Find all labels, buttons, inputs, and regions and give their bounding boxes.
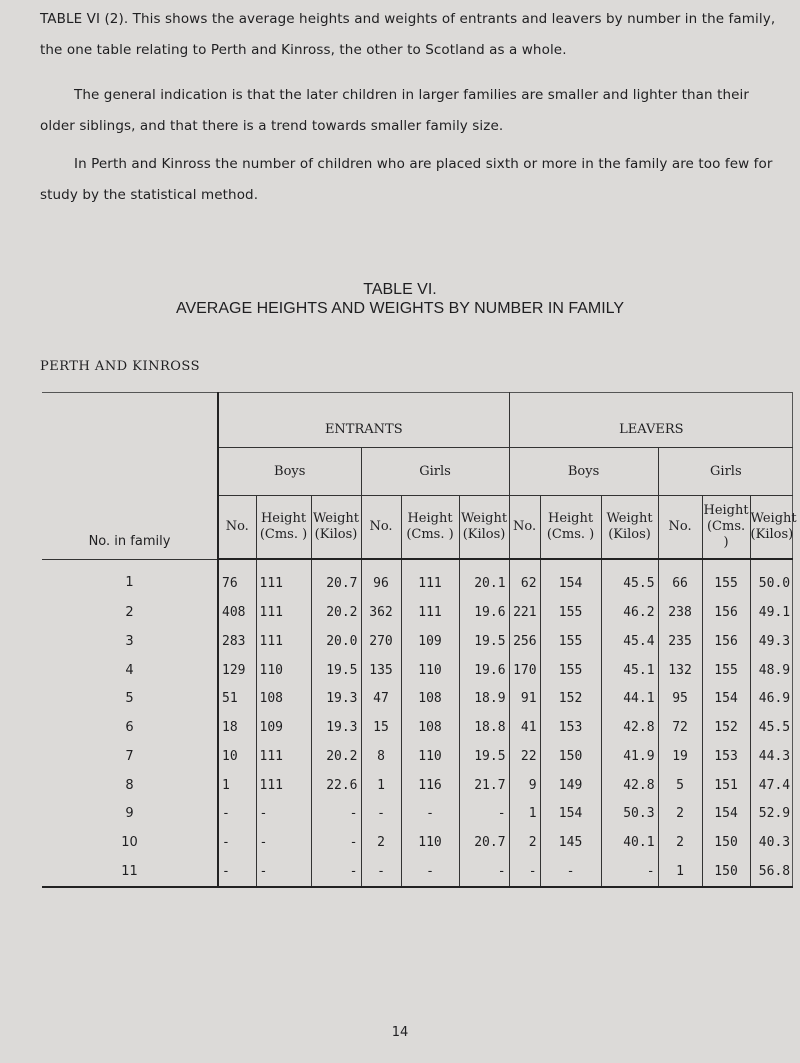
- leavers-boys-no-cell: 2: [509, 828, 540, 857]
- entrants-boys-height-cell: 110: [256, 656, 311, 685]
- leavers-girls-weight-cell: 40.3: [750, 828, 793, 857]
- entrants-girls-height-cell: 111: [401, 559, 459, 598]
- leavers-girls-no-cell: 72: [658, 713, 702, 742]
- entrants-girls-no-cell: 47: [361, 684, 401, 713]
- leavers-boys-height-cell: 153: [540, 713, 601, 742]
- entrants-girls-weight-cell: 18.9: [459, 684, 509, 713]
- entrants-boys-height-cell: 108: [256, 684, 311, 713]
- entrants-girls-weight-cell: 19.6: [459, 598, 509, 627]
- leavers-boys-height-cell: -: [540, 857, 601, 886]
- entrants-girls-height-cell: 108: [401, 713, 459, 742]
- leavers-boys-weight-cell: 45.1: [601, 656, 658, 685]
- entrants-boys-weight-cell: 19.5: [311, 656, 361, 685]
- leavers-boys-no-cell: 221: [509, 598, 540, 627]
- entrants-boys-height-cell: 111: [256, 559, 311, 598]
- entrants-boys-height-cell: 111: [256, 742, 311, 771]
- entrants-boys-no-cell: 76: [222, 575, 238, 591]
- entrants-girls-height-cell: 116: [401, 771, 459, 800]
- entrants-girls-weight-cell: 19.6: [459, 656, 509, 685]
- entrants-girls-height-cell: 109: [401, 627, 459, 656]
- intro-paragraph-2: The general indication is that the later children in larger families are smaller and lighter than their older siblings, and that there is a trend towards smaller family size.: [40, 87, 750, 134]
- entrants-girls-weight-cell: 20.7: [459, 828, 509, 857]
- leavers-boys-height-cell: 154: [540, 559, 601, 598]
- entrants-boys-weight-cell: -: [311, 857, 361, 886]
- family-number-cell: 7: [42, 742, 218, 771]
- entrants-boys-no-cell: 51: [222, 691, 238, 707]
- entrants-boys-height-cell: 111: [256, 771, 311, 800]
- leavers-boys-weight-cell: 44.1: [601, 684, 658, 713]
- leavers-boys-height-cell: 145: [540, 828, 601, 857]
- leavers-header: LEAVERS: [509, 392, 793, 448]
- entrants-boys-no-cell: 10: [222, 748, 238, 764]
- leavers-girls-height-cell: 155: [702, 656, 750, 685]
- entrants-boys-height-header: Height (Cms. ): [256, 496, 311, 560]
- leavers-girls-weight-header: Weight (Kilos): [750, 496, 793, 560]
- entrants-girls-weight-cell: 18.8: [459, 713, 509, 742]
- entrants-girls-weight-cell: -: [459, 800, 509, 829]
- family-number-cell: 9: [42, 800, 218, 829]
- entrants-boys-no-cell: 1: [222, 777, 230, 793]
- entrants-girls-weight-cell: 19.5: [459, 627, 509, 656]
- leavers-boys-height-cell: 149: [540, 771, 601, 800]
- leavers-boys-height-cell: 150: [540, 742, 601, 771]
- leavers-boys-weight-cell: -: [601, 857, 658, 886]
- leavers-girls-weight-cell: 48.9: [750, 656, 793, 685]
- leavers-girls-weight-cell: 46.9: [750, 684, 793, 713]
- entrants-girls-height-cell: 110: [401, 742, 459, 771]
- leavers-girls-no-cell: 5: [658, 771, 702, 800]
- leavers-girls-no-cell: 95: [658, 684, 702, 713]
- entrants-girls-weight-cell: 20.1: [459, 559, 509, 598]
- leavers-boys-no-cell: 91: [509, 684, 540, 713]
- leavers-girls-height-cell: 156: [702, 598, 750, 627]
- entrants-girls-height-cell: 111: [401, 598, 459, 627]
- leavers-girls-weight-cell: 45.5: [750, 713, 793, 742]
- leavers-boys-weight-cell: 46.2: [601, 598, 658, 627]
- leavers-boys-weight-cell: 45.5: [601, 559, 658, 598]
- entrants-girls-no-cell: -: [361, 857, 401, 886]
- leavers-girls-weight-cell: 49.3: [750, 627, 793, 656]
- leavers-girls-height-cell: 153: [702, 742, 750, 771]
- leavers-girls-height-cell: 154: [702, 800, 750, 829]
- leavers-boys-weight-cell: 42.8: [601, 713, 658, 742]
- leavers-girls-no-cell: 1: [658, 857, 702, 886]
- leavers-girls-weight-cell: 47.4: [750, 771, 793, 800]
- table-title: TABLE VI.: [363, 281, 437, 298]
- entrants-girls-header: Girls: [361, 448, 509, 496]
- table-row: [42, 713, 793, 742]
- entrants-boys-no-cell: -: [222, 835, 230, 851]
- entrants-boys-height-cell: 111: [256, 627, 311, 656]
- leavers-girls-no-cell: 66: [658, 559, 702, 598]
- family-column-header: No. in family: [42, 392, 218, 559]
- entrants-boys-no-cell: -: [222, 864, 230, 880]
- entrants-boys-height-cell: 111: [256, 598, 311, 627]
- entrants-boys-weight-cell: 20.2: [311, 742, 361, 771]
- leavers-girls-weight-cell: 44.3: [750, 742, 793, 771]
- table-row: [42, 684, 793, 713]
- leavers-boys-no-cell: 62: [509, 559, 540, 598]
- leavers-girls-no-cell: 235: [658, 627, 702, 656]
- entrants-boys-height-cell: -: [256, 800, 311, 829]
- table-row: [42, 800, 793, 829]
- leavers-boys-no-header: No.: [509, 496, 540, 560]
- table-body: [42, 559, 793, 886]
- entrants-boys-height-cell: -: [256, 857, 311, 886]
- entrants-boys-weight-cell: 22.6: [311, 771, 361, 800]
- family-number-cell: 6: [42, 713, 218, 742]
- table-row: [42, 857, 793, 886]
- entrants-boys-weight-cell: 19.3: [311, 684, 361, 713]
- entrants-girls-no-cell: 135: [361, 656, 401, 685]
- entrants-girls-no-cell: 15: [361, 713, 401, 742]
- heights-weights-table: [42, 392, 797, 886]
- leavers-girls-no-header: No.: [658, 496, 702, 560]
- entrants-boys-height-cell: 109: [256, 713, 311, 742]
- entrants-boys-weight-cell: 20.2: [311, 598, 361, 627]
- entrants-boys-no-cell: 408: [222, 604, 246, 620]
- leavers-girls-weight-cell: 52.9: [750, 800, 793, 829]
- leavers-girls-no-cell: 19: [658, 742, 702, 771]
- table-row: [42, 656, 793, 685]
- leavers-girls-height-cell: 152: [702, 713, 750, 742]
- entrants-girls-height-cell: 110: [401, 656, 459, 685]
- leavers-boys-no-cell: 1: [509, 800, 540, 829]
- entrants-girls-no-cell: 2: [361, 828, 401, 857]
- leavers-girls-height-cell: 156: [702, 627, 750, 656]
- table-row: [42, 598, 793, 627]
- leavers-boys-no-cell: 9: [509, 771, 540, 800]
- intro-paragraph-1: TABLE VI (2). This shows the average heights and weights of entrants and leavers by number in the family, the one table relating to Perth and Kinross, the other to Scotland as a whole.: [40, 11, 776, 58]
- entrants-girls-no-cell: -: [361, 800, 401, 829]
- entrants-girls-no-cell: 8: [361, 742, 401, 771]
- entrants-girls-no-header: No.: [361, 496, 401, 560]
- entrants-boys-weight-cell: 20.7: [311, 559, 361, 598]
- entrants-boys-no-cell: 18: [222, 720, 238, 736]
- entrants-boys-header: Boys: [218, 448, 361, 496]
- entrants-boys-no-cell: 129: [222, 662, 246, 678]
- leavers-girls-height-cell: 150: [702, 857, 750, 886]
- family-number-cell: 4: [42, 656, 218, 685]
- leavers-girls-weight-cell: 50.0: [750, 559, 793, 598]
- leavers-girls-no-cell: 132: [658, 656, 702, 685]
- table-row: [42, 627, 793, 656]
- leavers-boys-weight-cell: 50.3: [601, 800, 658, 829]
- leavers-girls-height-cell: 154: [702, 684, 750, 713]
- leavers-girls-header: Girls: [658, 448, 793, 496]
- entrants-boys-height-cell: -: [256, 828, 311, 857]
- region-label: PERTH AND KINROSS: [40, 359, 201, 374]
- leavers-girls-weight-cell: 56.8: [750, 857, 793, 886]
- leavers-boys-height-header: Height (Cms. ): [540, 496, 601, 560]
- entrants-girls-height-cell: -: [401, 857, 459, 886]
- leavers-boys-height-cell: 155: [540, 656, 601, 685]
- page-number: 14: [391, 1025, 409, 1040]
- entrants-girls-weight-header: Weight (Kilos): [459, 496, 509, 560]
- entrants-boys-no-cell: 283: [222, 633, 246, 649]
- entrants-boys-weight-cell: 20.0: [311, 627, 361, 656]
- leavers-girls-no-cell: 2: [658, 800, 702, 829]
- leavers-boys-weight-cell: 42.8: [601, 771, 658, 800]
- entrants-girls-no-cell: 1: [361, 771, 401, 800]
- entrants-girls-height-cell: -: [401, 800, 459, 829]
- entrants-boys-weight-cell: 19.3: [311, 713, 361, 742]
- entrants-girls-height-cell: 110: [401, 828, 459, 857]
- table-row: [42, 771, 793, 800]
- family-number-cell: 5: [42, 684, 218, 713]
- entrants-header: ENTRANTS: [218, 392, 509, 448]
- family-number-cell: 8: [42, 771, 218, 800]
- table-subtitle: AVERAGE HEIGHTS AND WEIGHTS BY NUMBER IN FAMILY: [175, 300, 625, 317]
- leavers-boys-no-cell: -: [509, 857, 540, 886]
- family-number-cell: 2: [42, 598, 218, 627]
- entrants-boys-weight-cell: -: [311, 800, 361, 829]
- leavers-girls-no-cell: 238: [658, 598, 702, 627]
- leavers-girls-height-cell: 155: [702, 559, 750, 598]
- leavers-boys-height-cell: 155: [540, 598, 601, 627]
- leavers-boys-no-cell: 170: [509, 656, 540, 685]
- family-number-cell: 3: [42, 627, 218, 656]
- leavers-boys-no-cell: 256: [509, 627, 540, 656]
- table-row: [42, 742, 793, 771]
- intro-paragraph-3: In Perth and Kinross the number of children who are placed sixth or more in the family are too few for study by the statistical method.: [40, 156, 773, 203]
- table-row: [42, 828, 793, 857]
- leavers-boys-header: Boys: [509, 448, 658, 496]
- entrants-girls-height-header: Height (Cms. ): [401, 496, 459, 560]
- table-frame-bottom: [42, 886, 793, 888]
- entrants-boys-no-cell: -: [222, 806, 230, 822]
- entrants-girls-weight-cell: -: [459, 857, 509, 886]
- entrants-girls-no-cell: 270: [361, 627, 401, 656]
- leavers-girls-no-cell: 2: [658, 828, 702, 857]
- family-number-cell: 1: [42, 559, 218, 598]
- leavers-boys-weight-cell: 45.4: [601, 627, 658, 656]
- leavers-boys-weight-cell: 40.1: [601, 828, 658, 857]
- entrants-girls-no-cell: 96: [361, 559, 401, 598]
- entrants-girls-no-cell: 362: [361, 598, 401, 627]
- leavers-boys-no-cell: 22: [509, 742, 540, 771]
- family-number-cell: 11: [42, 857, 218, 886]
- leavers-girls-weight-cell: 49.1: [750, 598, 793, 627]
- family-number-cell: 10: [42, 828, 218, 857]
- leavers-boys-height-cell: 154: [540, 800, 601, 829]
- leavers-girls-height-cell: 151: [702, 771, 750, 800]
- table-row: [42, 559, 793, 598]
- leavers-girls-height-cell: 150: [702, 828, 750, 857]
- leavers-boys-weight-header: Weight (Kilos): [601, 496, 658, 560]
- entrants-girls-weight-cell: 19.5: [459, 742, 509, 771]
- entrants-boys-no-header: No.: [218, 496, 256, 560]
- entrants-boys-weight-cell: -: [311, 828, 361, 857]
- entrants-girls-height-cell: 108: [401, 684, 459, 713]
- leavers-boys-no-cell: 41: [509, 713, 540, 742]
- entrants-girls-weight-cell: 21.7: [459, 771, 509, 800]
- leavers-girls-height-header: Height (Cms. ): [702, 496, 750, 560]
- leavers-boys-weight-cell: 41.9: [601, 742, 658, 771]
- entrants-boys-weight-header: Weight (Kilos): [311, 496, 361, 560]
- leavers-boys-height-cell: 155: [540, 627, 601, 656]
- leavers-boys-height-cell: 152: [540, 684, 601, 713]
